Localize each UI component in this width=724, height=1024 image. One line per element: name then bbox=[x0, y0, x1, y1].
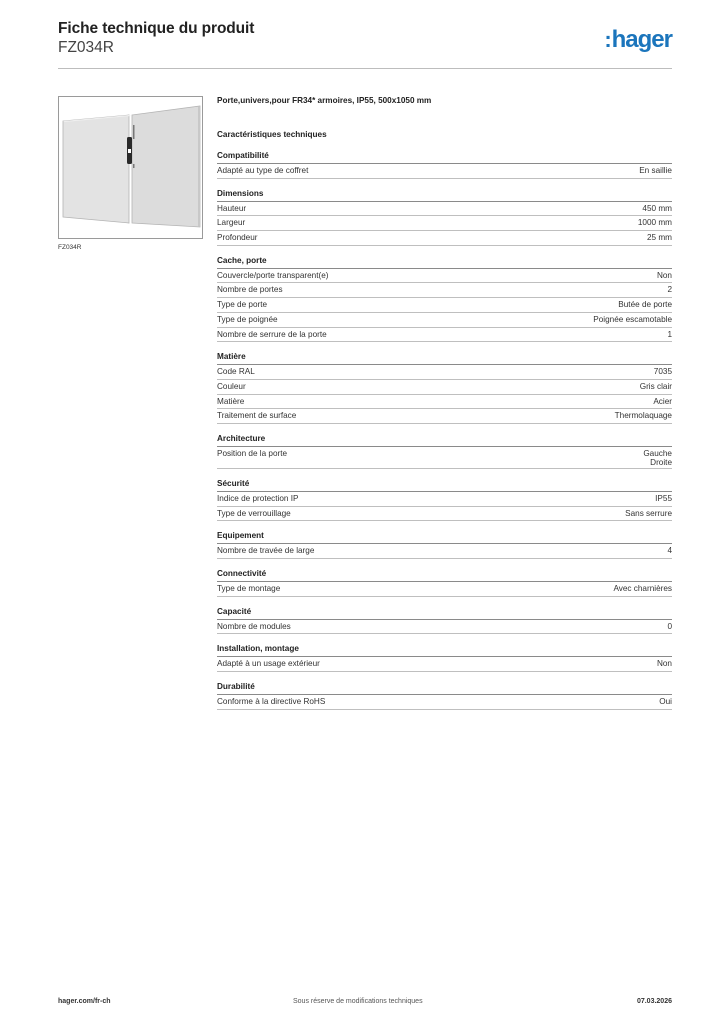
footer-date: 07.03.2026 bbox=[636, 998, 672, 1005]
spec-label: Type de verrouillage bbox=[217, 508, 291, 518]
spec-value bbox=[639, 166, 672, 177]
spec-label: Type de poignée bbox=[217, 314, 278, 324]
spec-label: Couleur bbox=[217, 381, 246, 391]
spec-label: Type de porte bbox=[217, 300, 268, 310]
spec-row bbox=[217, 582, 672, 597]
spec-row bbox=[217, 216, 672, 231]
spec-row bbox=[217, 328, 672, 343]
spec-value-line: IP55 bbox=[655, 493, 672, 503]
spec-label: Code RAL bbox=[217, 367, 255, 377]
spec-label: Nombre de modules bbox=[217, 621, 291, 631]
spec-value-line: 1000 mm bbox=[637, 218, 672, 228]
section bbox=[217, 644, 672, 672]
spec-row bbox=[217, 395, 672, 410]
section bbox=[217, 189, 672, 246]
section bbox=[217, 569, 672, 597]
spec-value-line: 2 bbox=[667, 285, 672, 295]
hager-logo bbox=[604, 26, 672, 54]
spec-value bbox=[657, 271, 672, 282]
spec-value-line: 1 bbox=[667, 329, 672, 339]
spec-row bbox=[217, 507, 672, 522]
spec-value bbox=[593, 315, 672, 326]
spec-value-line: Gris clair bbox=[639, 381, 672, 391]
section bbox=[217, 151, 672, 179]
spec-label: Profondeur bbox=[217, 233, 258, 243]
section bbox=[217, 682, 672, 710]
spec-label: Conforme à la directive RoHS bbox=[217, 697, 326, 707]
spec-value-line: Butée de porte bbox=[618, 300, 672, 310]
spec-value bbox=[625, 509, 672, 520]
spec-row bbox=[217, 492, 672, 507]
section-title: Architecture bbox=[217, 434, 672, 447]
spec-row bbox=[217, 269, 672, 284]
spec-value-line: 25 mm bbox=[646, 233, 672, 243]
spec-row bbox=[217, 657, 672, 672]
section bbox=[217, 479, 672, 521]
spec-value bbox=[667, 546, 672, 557]
spec-row bbox=[217, 380, 672, 395]
spec-value bbox=[642, 204, 672, 215]
technical-content bbox=[217, 96, 672, 720]
spec-value-line: Non bbox=[656, 270, 672, 280]
section bbox=[217, 607, 672, 635]
logo-prefix: : bbox=[604, 27, 611, 52]
spec-label: Couvercle/porte transparent(e) bbox=[217, 270, 329, 280]
spec-label: Type de montage bbox=[217, 584, 281, 593]
spec-value-line: 450 mm bbox=[642, 203, 672, 213]
section-title: Dimensions bbox=[217, 189, 672, 202]
product-code: FZ034R bbox=[58, 39, 114, 56]
spec-value bbox=[618, 300, 672, 311]
spec-row bbox=[217, 298, 672, 313]
spec-value bbox=[643, 449, 672, 467]
spec-value bbox=[659, 697, 672, 708]
section-title: Capacité bbox=[217, 607, 672, 620]
spec-value bbox=[667, 330, 672, 341]
spec-row bbox=[217, 544, 672, 559]
spec-value-line: Droite bbox=[650, 457, 672, 467]
section bbox=[217, 531, 672, 559]
section-title: Cache, porte bbox=[217, 256, 672, 269]
spec-row bbox=[217, 202, 672, 217]
door-illustration bbox=[59, 97, 203, 239]
section-title: Compatibilité bbox=[217, 151, 672, 164]
product-image bbox=[58, 96, 203, 239]
footer-website: hager.com/fr-ch bbox=[58, 998, 111, 1005]
section bbox=[217, 256, 672, 342]
spec-value-line: Poignée escamotable bbox=[593, 314, 672, 324]
document-title: Fiche technique du produit bbox=[58, 20, 255, 37]
spec-row bbox=[217, 283, 672, 298]
section-title: Sécurité bbox=[217, 479, 672, 492]
spec-value-line: Avec charnières bbox=[613, 584, 672, 593]
spec-value-line: 7035 bbox=[653, 367, 672, 377]
spec-value bbox=[657, 659, 672, 670]
spec-label: Matière bbox=[217, 396, 245, 406]
spec-label: Position de la porte bbox=[217, 448, 288, 458]
spec-label: Nombre de serrure de la porte bbox=[217, 329, 327, 339]
spec-value bbox=[613, 584, 672, 595]
spec-value-line: Oui bbox=[659, 697, 672, 707]
spec-value-line: En saillie bbox=[639, 166, 672, 175]
spec-label: Nombre de portes bbox=[217, 285, 283, 295]
spec-value bbox=[667, 622, 672, 633]
spec-row bbox=[217, 447, 672, 469]
spec-value-line: Gauche bbox=[643, 448, 672, 458]
spec-label: Adapté au type de coffret bbox=[217, 166, 309, 175]
technical-characteristics-title: Caractéristiques techniques bbox=[217, 130, 327, 139]
spec-label: Adapté à un usage extérieur bbox=[217, 659, 320, 669]
spec-value-line: Non bbox=[656, 659, 672, 669]
spec-row bbox=[217, 164, 672, 179]
characteristics-sections bbox=[217, 151, 672, 710]
section-title: Installation, montage bbox=[217, 644, 672, 657]
section-title: Connectivité bbox=[217, 569, 672, 582]
spec-label: Nombre de travée de large bbox=[217, 546, 315, 556]
spec-value-line: Acier bbox=[653, 396, 672, 406]
spec-row bbox=[217, 695, 672, 710]
product-description: Porte,univers,pour FR34* armoires, IP55, 500x1050 mm bbox=[217, 96, 432, 105]
section-title: Matière bbox=[217, 352, 672, 365]
page-header bbox=[58, 20, 672, 70]
spec-label: Hauteur bbox=[217, 203, 247, 213]
spec-label: Largeur bbox=[217, 218, 246, 228]
section bbox=[217, 434, 672, 469]
header-divider bbox=[58, 68, 672, 69]
spec-value-line: Thermolaquage bbox=[614, 411, 672, 421]
section-title: Durabilité bbox=[217, 682, 672, 695]
section bbox=[217, 352, 672, 424]
section-title: Equipement bbox=[217, 531, 672, 544]
spec-row bbox=[217, 409, 672, 424]
spec-value bbox=[640, 382, 672, 393]
spec-row bbox=[217, 313, 672, 328]
footer-notice: Sous réserve de modifications techniques bbox=[293, 998, 423, 1005]
spec-value bbox=[638, 218, 672, 229]
spec-label: Indice de protection IP bbox=[217, 493, 299, 503]
logo-text: hager bbox=[611, 26, 672, 53]
spec-value-line: 4 bbox=[667, 546, 672, 556]
spec-value bbox=[653, 397, 672, 408]
spec-row bbox=[217, 231, 672, 246]
spec-row bbox=[217, 620, 672, 635]
spec-value bbox=[655, 494, 672, 505]
spec-value bbox=[615, 411, 672, 422]
spec-value bbox=[647, 233, 672, 244]
image-caption: FZ034R bbox=[58, 244, 82, 251]
spec-value-line: 0 bbox=[667, 621, 672, 631]
spec-value-line: Sans serrure bbox=[625, 508, 672, 518]
spec-label: Traitement de surface bbox=[217, 411, 297, 421]
spec-row bbox=[217, 365, 672, 380]
spec-value bbox=[654, 367, 672, 378]
spec-value bbox=[667, 285, 672, 296]
